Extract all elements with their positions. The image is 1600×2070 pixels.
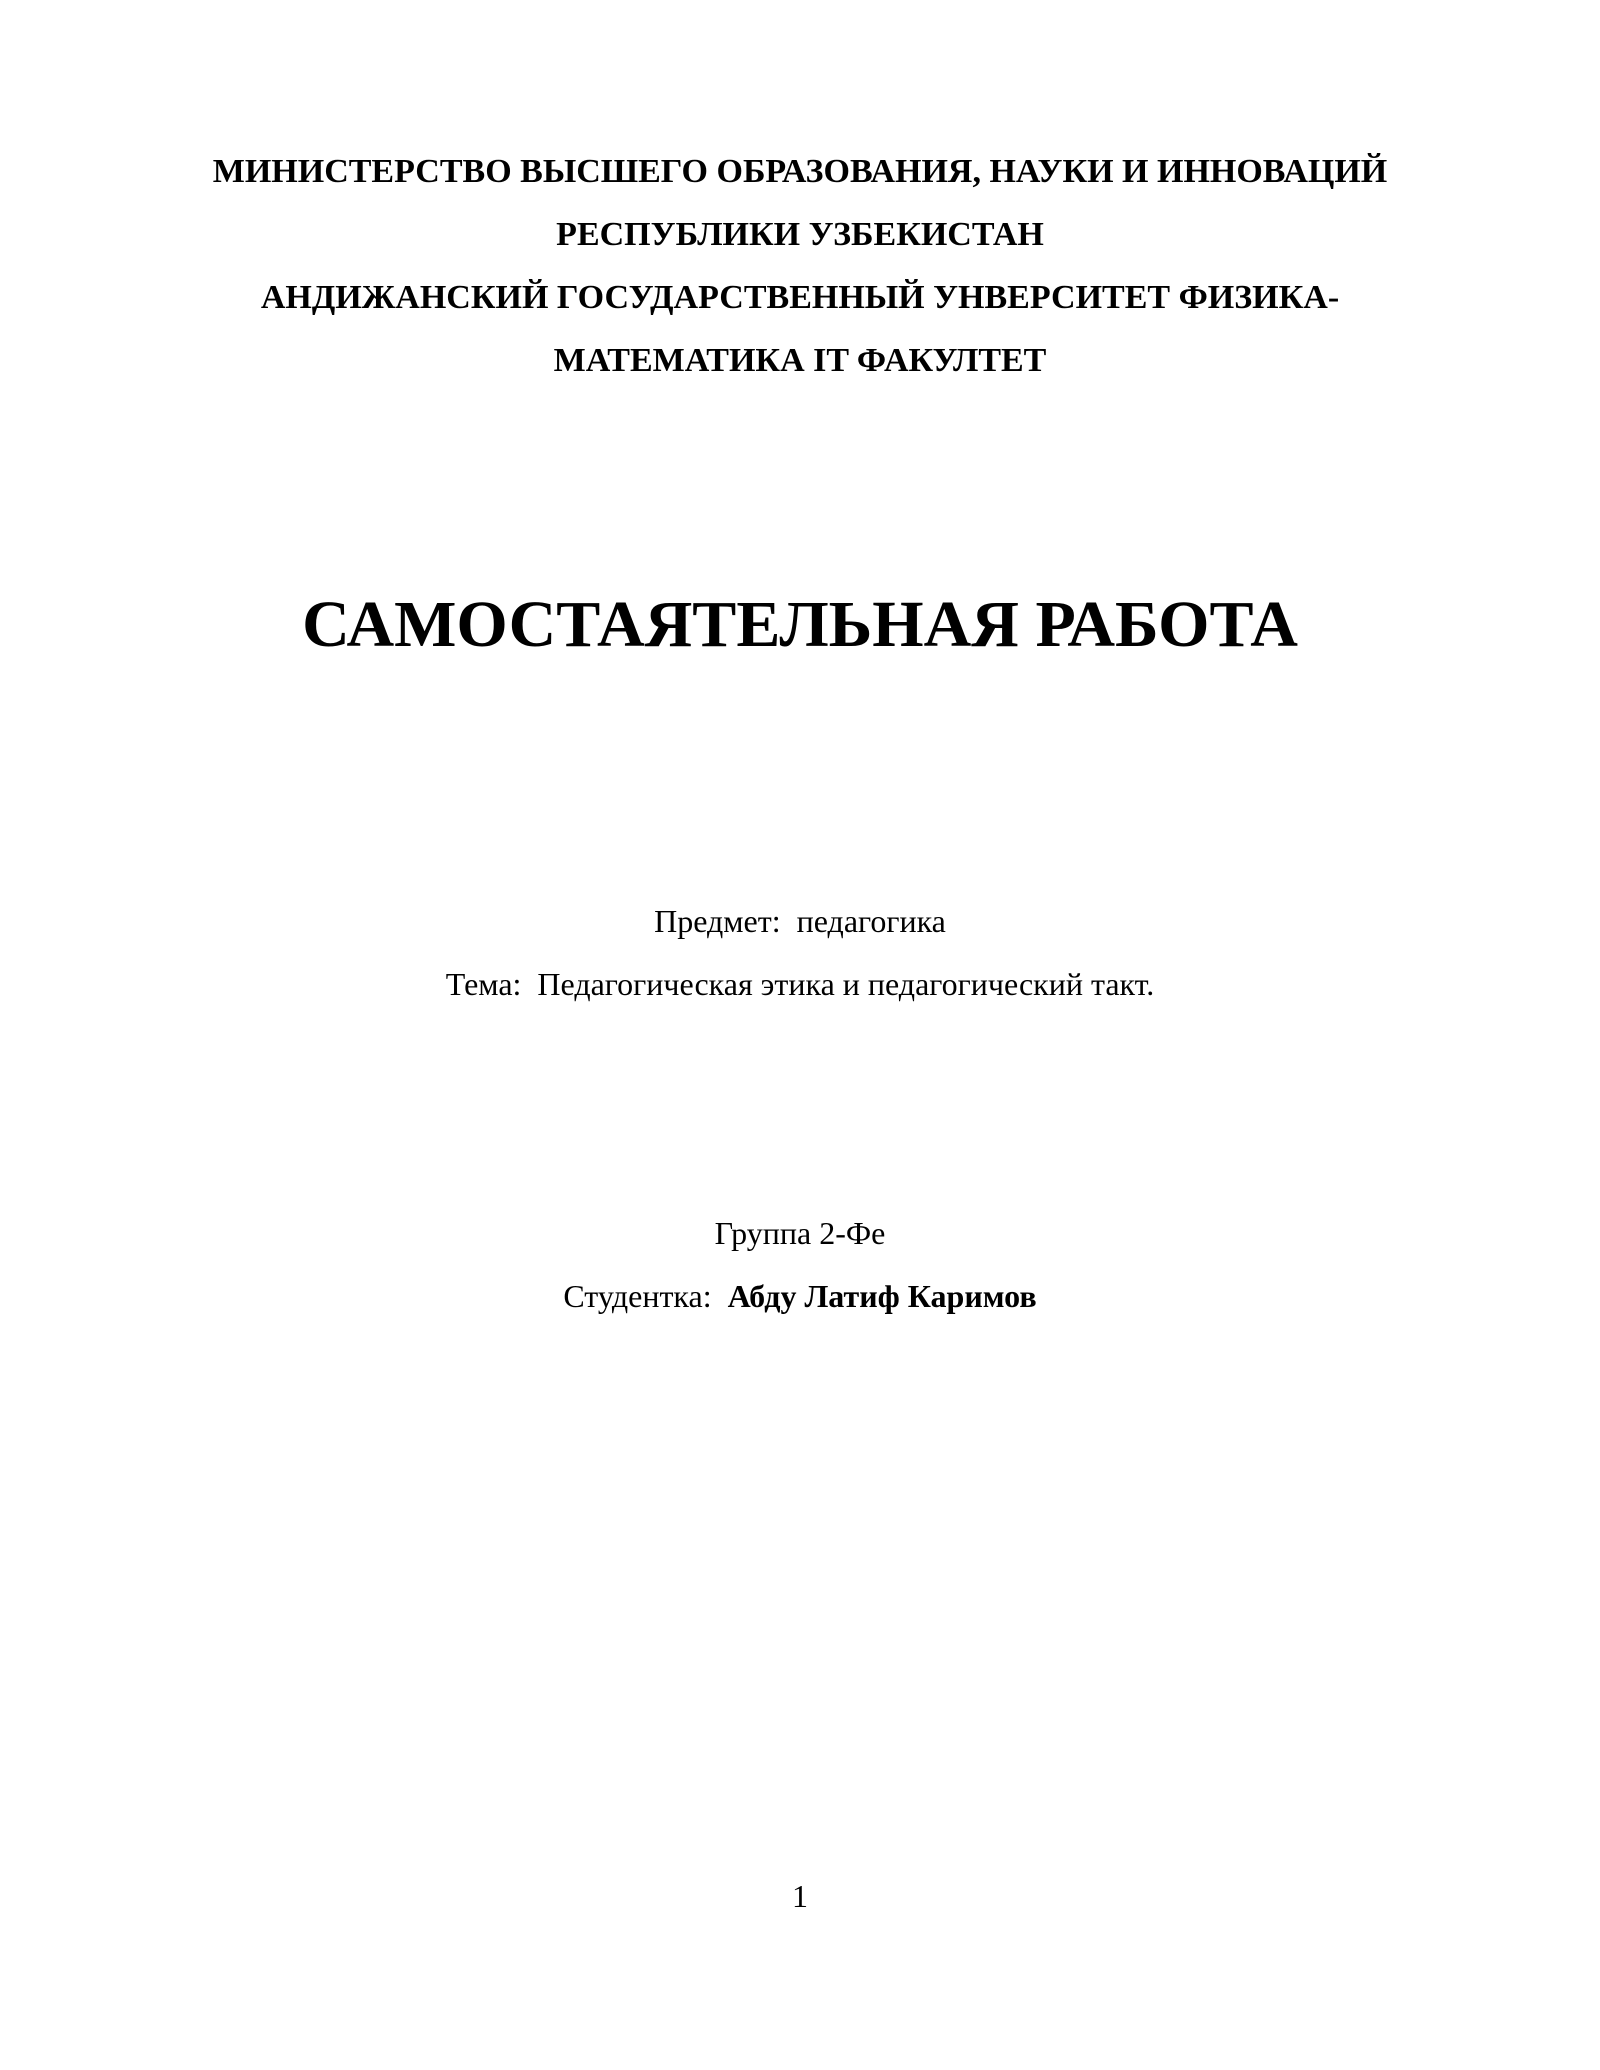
subject-block bbox=[100, 890, 1500, 1016]
topic-label: Тема: bbox=[445, 966, 522, 1002]
topic-value: Педагогическая этика и педагогический такт. bbox=[537, 966, 1155, 1002]
subject-label: Предмет: bbox=[654, 903, 781, 939]
subject-line bbox=[100, 890, 1500, 953]
student-line bbox=[100, 1265, 1500, 1328]
student-label: Студентка: bbox=[563, 1278, 712, 1314]
group-line: Группа 2-Фе bbox=[714, 1215, 886, 1251]
student-block bbox=[100, 1202, 1500, 1328]
student-name: Абду Латиф Каримов bbox=[727, 1278, 1037, 1314]
topic-line bbox=[100, 953, 1500, 1016]
document-title: САМОСТАЯТЕЛЬНАЯ РАБОТА bbox=[302, 588, 1298, 661]
header-line-2: РЕСПУБЛИКИ УЗБЕКИСТАН bbox=[556, 216, 1044, 253]
page-number: 1 bbox=[792, 1878, 808, 1914]
ministry-header bbox=[100, 140, 1500, 392]
header-line-3: АНДИЖАНСКИЙ ГОСУДАРСТВЕННЫЙ УНВЕРСИТЕТ ФИЗИКА- bbox=[260, 279, 1340, 316]
header-line-1: МИНИСТЕРСТВО ВЫСШЕГО ОБРАЗОВАНИЯ, НАУКИ И ИННОВАЦИЙ bbox=[212, 153, 1388, 190]
subject-value: педагогика bbox=[796, 903, 946, 939]
header-line-4: МАТЕМАТИКА IT ФАКУЛТЕТ bbox=[553, 342, 1047, 379]
